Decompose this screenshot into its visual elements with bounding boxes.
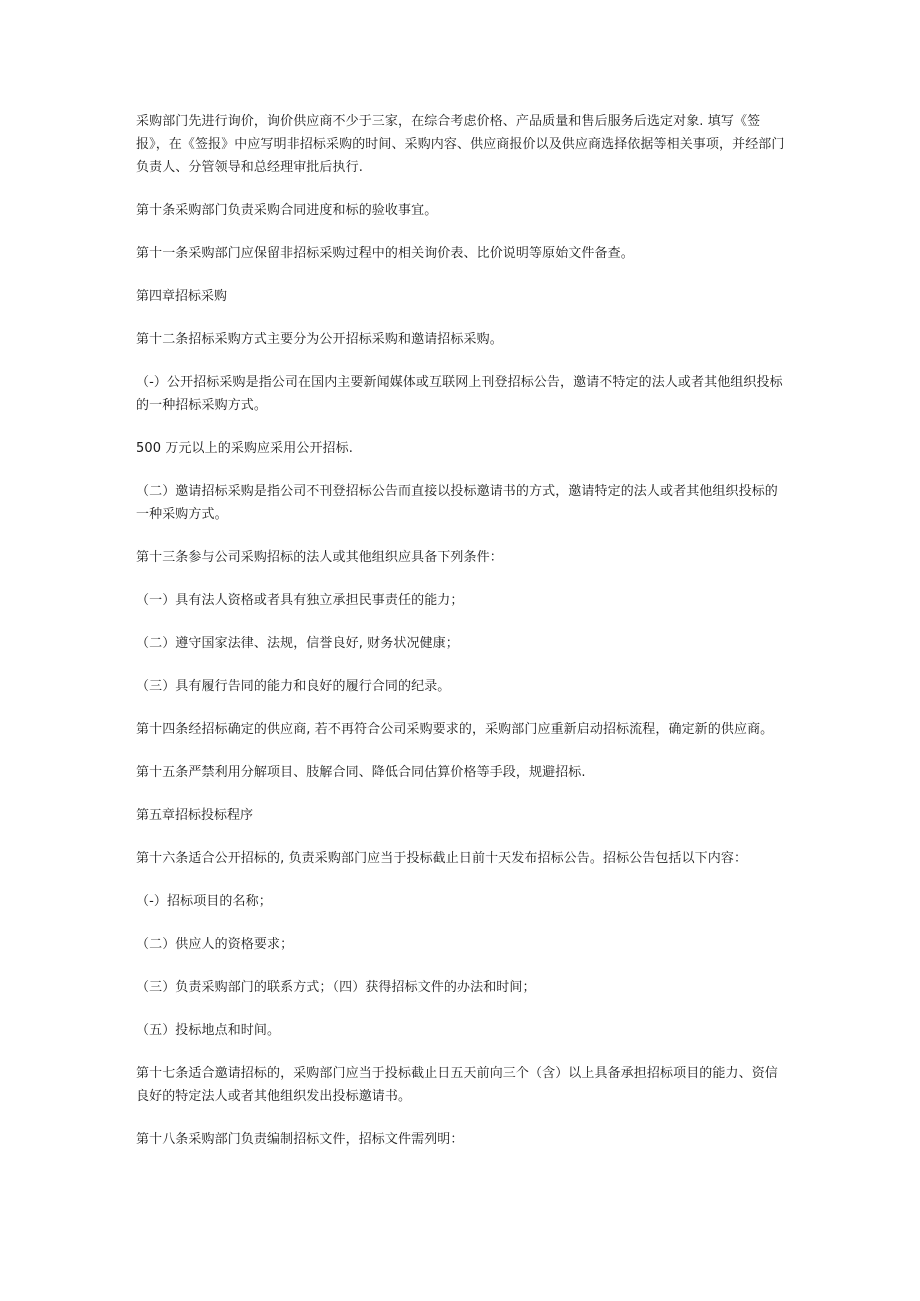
notice-item-2: （二）供应人的资格要求； bbox=[136, 937, 294, 952]
paragraph-inquiry-procedure: 采购部门先进行询价，询价供应商不少于三家，在综合考虑价格、产品质量和售后服务后选定对象. 填写《签报》，在《签报》中应写明非招标采购的时间、采购内容、供应商报价以及供应商选择依据等相关事项，并经部门负责人、分管领导和总经理审批后执行. bbox=[136, 114, 785, 175]
chapter-4-heading: 第四章招标采购 bbox=[136, 289, 228, 304]
article-14: 第十四条经招标确定的供应商, 若不再符合公司采购要求的，采购部门应重新启动招标流程，确定新的供应商。 bbox=[136, 722, 774, 737]
article-13: 第十三条参与公司采购招标的法人或其他组织应具备下列条件： bbox=[136, 550, 503, 565]
condition-1: （一）具有法人资格或者具有独立承担民事责任的能力； bbox=[136, 593, 464, 608]
chapter-5-heading: 第五章招标投标程序 bbox=[136, 808, 254, 823]
article-17: 第十七条适合邀请招标的，采购部门应当于投标截止日五天前向三个（含）以上具备承担招标项目的能力、资信良好的特定法人或者其他组织发出投标邀请书。 bbox=[136, 1066, 778, 1104]
public-tender-threshold: 500 万元以上的采购应采用公开招标. bbox=[136, 441, 353, 456]
document-body bbox=[136, 110, 786, 1171]
article-10: 第十条采购部门负责采购合同进度和标的验收事宜。 bbox=[136, 203, 438, 218]
article-16: 第十六条适合公开招标的, 负责采购部门应当于投标截止日前十天发布招标公告。招标公告包括以下内容： bbox=[136, 851, 748, 866]
invited-tender-definition: （二）邀请招标采购是指公司不刊登招标公告而直接以投标邀请书的方式，邀请特定的法人或者其他组织投标的一种采购方式。 bbox=[136, 484, 778, 522]
article-12: 第十二条招标采购方式主要分为公开招标采购和邀请招标采购。 bbox=[136, 332, 503, 347]
public-tender-definition: （-）公开招标采购是指公司在国内主要新闻媒体或互联网上刊登招标公告，邀请不特定的法人或者其他组织投标的一种招标采购方式。 bbox=[136, 375, 783, 413]
article-15: 第十五条严禁利用分解项目、肢解合同、降低合同估算价格等手段，规避招标. bbox=[136, 765, 586, 780]
article-18: 第十八条采购部门负责编制招标文件，招标文件需列明： bbox=[136, 1132, 464, 1147]
article-11: 第十一条采购部门应保留非招标采购过程中的相关询价表、比价说明等原始文件备查。 bbox=[136, 246, 634, 261]
condition-3: （三）具有履行告同的能力和良好的履行合同的纪录。 bbox=[136, 679, 451, 694]
notice-item-3-4: （三）负责采购部门的联系方式；（四）获得招标文件的办法和时间； bbox=[136, 980, 536, 995]
notice-item-1: （-）招标项目的名称； bbox=[136, 894, 272, 909]
notice-item-5: （五）投标地点和时间。 bbox=[136, 1023, 281, 1038]
condition-2: （二）遵守国家法律、法规，信誉良好, 财务状况健康； bbox=[136, 636, 459, 651]
